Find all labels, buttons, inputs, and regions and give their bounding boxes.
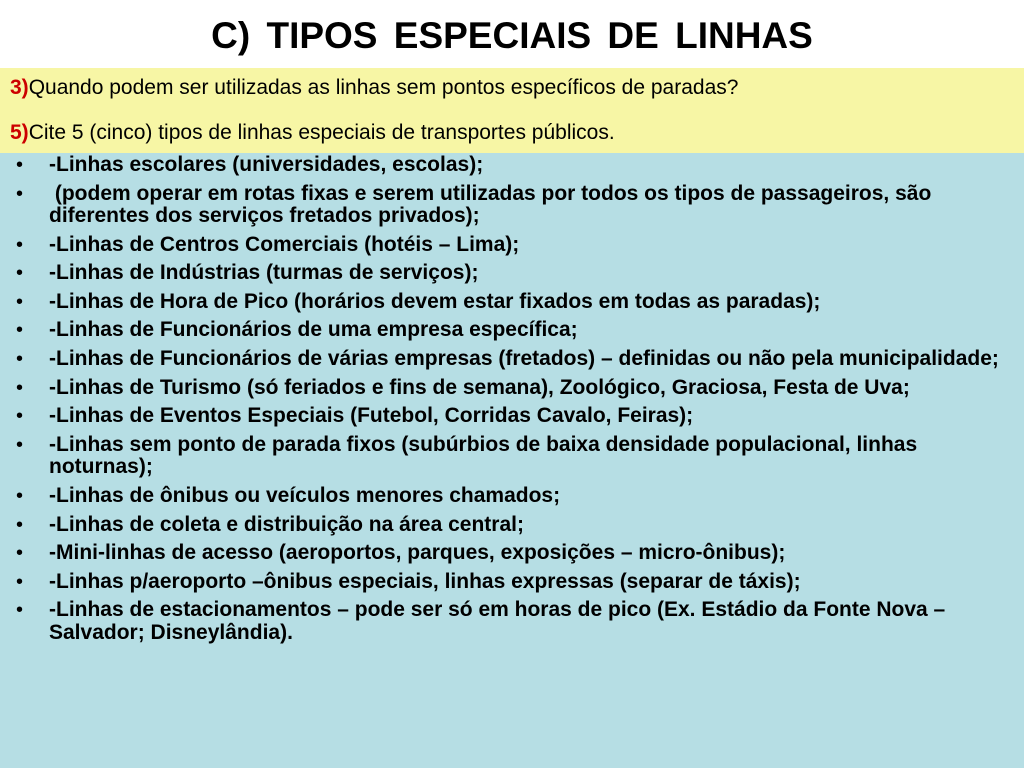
list-item-text: -Linhas sem ponto de parada fixos (subúrbios de baixa densidade populacional, linhas noturnas); [49, 432, 918, 479]
question-3 [10, 76, 738, 100]
question-3-text: Quando podem ser utilizadas as linhas sem pontos específicos de paradas? [28, 76, 739, 99]
bullet-list [0, 154, 1010, 650]
list-item-text: -Linhas de ônibus ou veículos menores chamados; [49, 483, 561, 507]
list-item-text: (podem operar em rotas fixas e serem utilizadas por todos os tipos de passageiros, são diferentes dos serviços fretados privados); [49, 181, 938, 228]
list-item-text: -Linhas de Hora de Pico (horários devem estar fixados em todas as paradas); [49, 289, 821, 313]
list-item [0, 485, 1010, 508]
question-5-text: Cite 5 (cinco) tipos de linhas especiais de transportes públicos. [28, 121, 615, 144]
slide-title: C) TIPOS ESPECIAIS DE LINHAS [0, 0, 1024, 68]
bullet-icon: • [16, 484, 24, 507]
list-item-text: -Linhas de estacionamentos – pode ser só em horas de pico (Ex. Estádio da Fonte Nova – Salvador; Disneylândia). [49, 598, 946, 644]
question-5-number: 5) [10, 121, 29, 144]
list-item [0, 514, 1010, 537]
list-item [0, 154, 1010, 177]
list-item-text: -Linhas de Turismo (só feriados e fins de semana), Zoológico, Graciosa, Festa de Uva; [49, 375, 910, 399]
list-item [0, 377, 1010, 400]
list-item-text: -Linhas de Centros Comerciais (hotéis – Lima); [49, 232, 520, 256]
bullet-icon: • [16, 154, 24, 176]
list-item-text: -Linhas de Indústrias (turmas de serviços); [49, 261, 479, 285]
list-item [0, 319, 1010, 342]
bullet-icon: • [16, 290, 24, 313]
list-item [0, 542, 1010, 565]
bullet-icon: • [16, 599, 24, 622]
bullet-icon: • [16, 182, 24, 205]
bullet-icon: • [16, 405, 24, 428]
bullet-icon: • [16, 348, 24, 371]
list-item [0, 434, 1010, 479]
bullet-icon: • [16, 262, 24, 285]
bullet-icon: • [16, 376, 24, 399]
list-item-text: -Mini-linhas de acesso (aeroportos, parques, exposições – micro-ônibus); [49, 541, 786, 565]
list-item [0, 599, 1010, 644]
questions-box [0, 68, 1024, 153]
question-3-number: 3) [10, 76, 29, 99]
bullet-icon: • [16, 233, 24, 256]
list-item [0, 234, 1010, 257]
list-item [0, 183, 1010, 228]
list-item-text: -Linhas de coleta e distribuição na área central; [49, 512, 524, 536]
list-item-text: -Linhas p/aeroporto –ônibus especiais, linhas expressas (separar de táxis); [49, 569, 801, 593]
list-item-text: -Linhas escolares (universidades, escolas); [49, 153, 484, 176]
list-item-text: -Linhas de Funcionários de uma empresa específica; [49, 318, 578, 342]
bullet-icon: • [16, 570, 24, 593]
bullet-icon: • [16, 542, 24, 565]
list-item [0, 262, 1010, 285]
content-area [0, 153, 1024, 768]
bullet-icon: • [16, 319, 24, 342]
list-item [0, 348, 1010, 371]
question-5 [10, 121, 615, 145]
bullet-icon: • [16, 513, 24, 536]
list-item [0, 291, 1010, 314]
bullet-icon: • [16, 433, 24, 456]
list-item-text: -Linhas de Eventos Especiais (Futebol, Corridas Cavalo, Feiras); [49, 404, 694, 428]
list-item [0, 571, 1010, 594]
list-item-text: -Linhas de Funcionários de várias empresas (fretados) – definidas ou não pela municipalidade; [49, 347, 999, 371]
list-item [0, 405, 1010, 428]
